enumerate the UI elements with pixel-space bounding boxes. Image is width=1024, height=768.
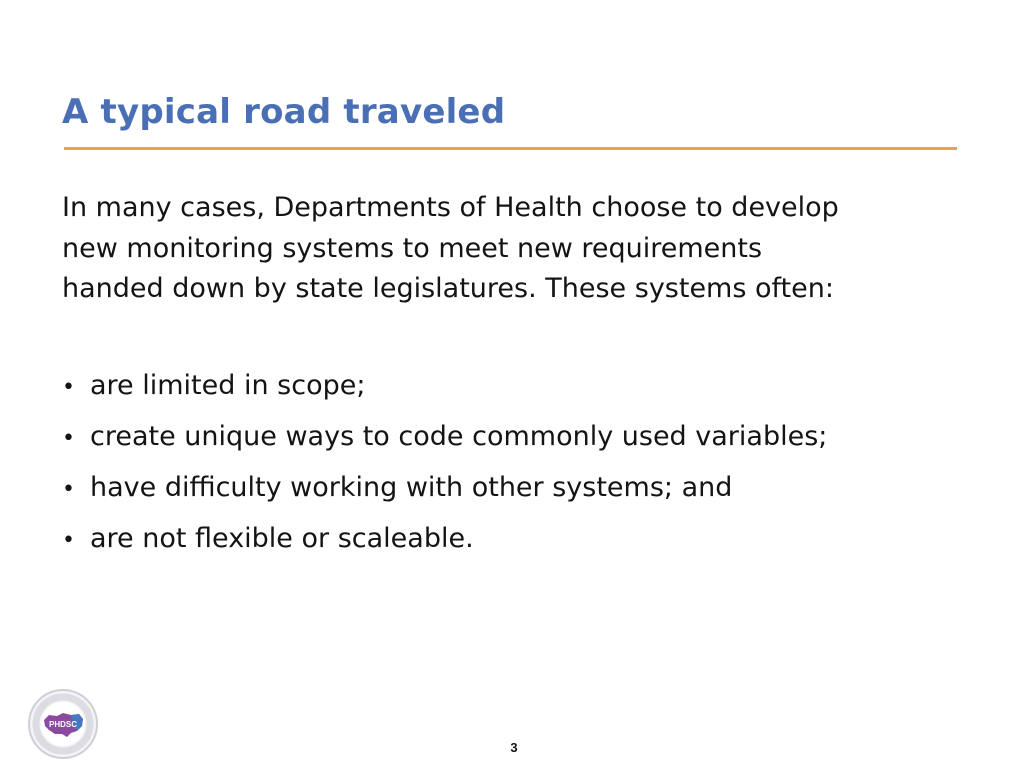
bullet-item <box>62 468 827 510</box>
intro-line: new monitoring systems to meet new requirements <box>62 232 763 264</box>
bullet-text: are limited in scope; <box>90 370 366 401</box>
intro-paragraph <box>62 188 962 310</box>
intro-line: In many cases, Departments of Health choose to develop <box>62 192 839 223</box>
bullet-icon: • <box>62 477 75 502</box>
bullet-item <box>62 417 827 459</box>
logo-text: PHDSC <box>48 720 78 729</box>
bullet-text: are not flexible or scaleable. <box>90 523 474 554</box>
bullet-icon: • <box>62 375 75 400</box>
phdsc-logo-icon <box>27 688 99 760</box>
bullet-list <box>62 366 827 570</box>
bullet-text: have difficulty working with other systems; and <box>90 472 733 503</box>
bullet-item <box>62 366 827 408</box>
bullet-icon: • <box>62 528 75 553</box>
title-divider <box>64 147 957 150</box>
bullet-icon: • <box>62 426 75 451</box>
slide-title: A typical road traveled <box>62 92 506 132</box>
bullet-text: create unique ways to code commonly used variables; <box>90 421 828 452</box>
page-number: 3 <box>510 740 518 755</box>
bullet-item <box>62 519 827 561</box>
intro-line: handed down by state legislatures. These systems often: <box>62 273 834 304</box>
